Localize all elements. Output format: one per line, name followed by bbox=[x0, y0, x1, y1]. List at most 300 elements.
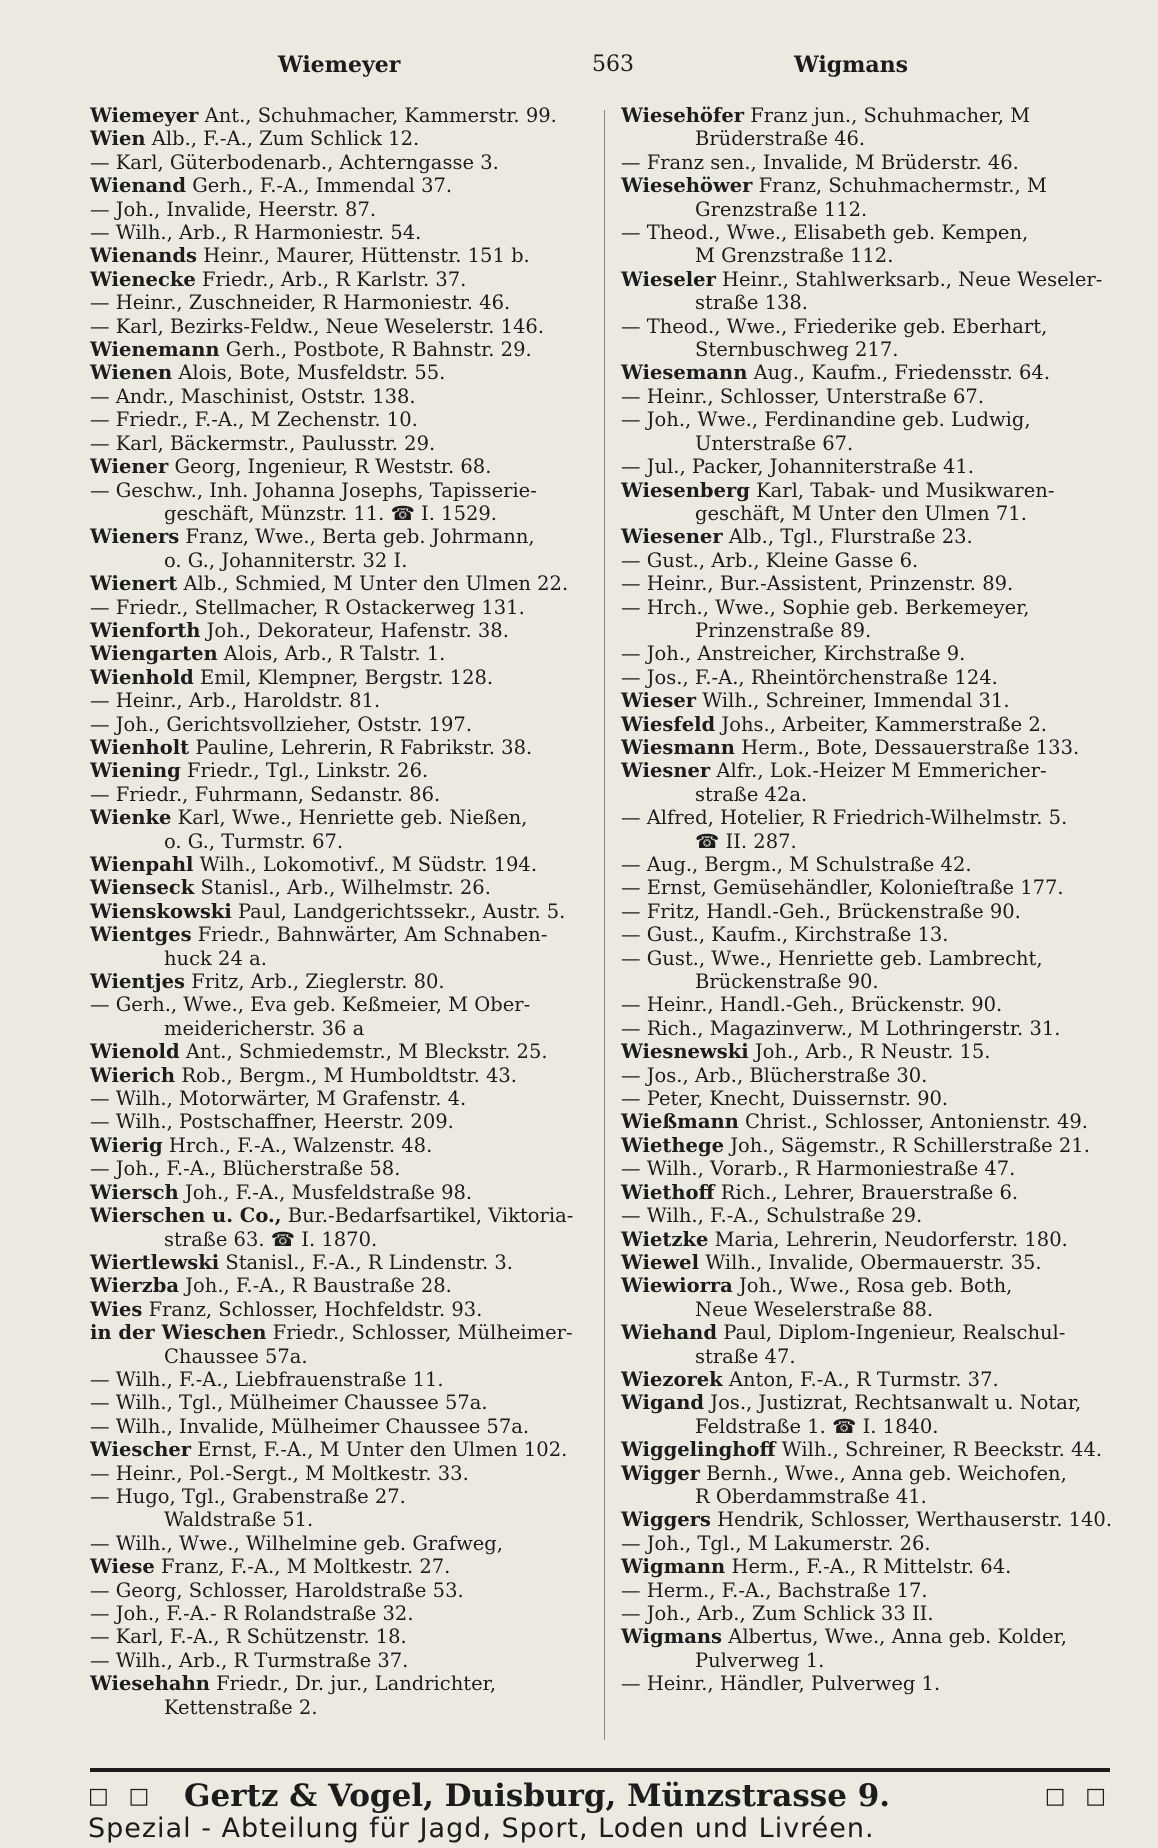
directory-entry bbox=[621, 900, 1133, 923]
entry-line bbox=[90, 385, 602, 408]
directory-entry bbox=[90, 1181, 602, 1204]
entry-line bbox=[621, 455, 1133, 478]
entry-text: meidericherstr. 36 a bbox=[164, 1016, 365, 1040]
directory-entry bbox=[621, 1579, 1133, 1602]
entry-text: Wilh., Lokomotivf., M Südstr. 194. bbox=[199, 853, 538, 876]
directory-entry bbox=[90, 876, 602, 899]
directory-entry bbox=[90, 455, 602, 478]
entry-text: — Wilh., Tgl., Mülheimer Chaussee 57a. bbox=[90, 1391, 488, 1415]
directory-entry bbox=[621, 455, 1133, 478]
directory-entry bbox=[90, 853, 602, 876]
entry-text: Joh., Wwe., Rosa geb. Both, bbox=[738, 1274, 1013, 1298]
entry-surname: Wienskowski bbox=[90, 899, 232, 923]
directory-entry bbox=[90, 666, 602, 689]
directory-entry bbox=[621, 806, 1133, 853]
entry-line bbox=[90, 1438, 602, 1461]
entry-line bbox=[90, 1602, 602, 1625]
entry-text: — Friedr., F.-A., M Zechenstr. 10. bbox=[90, 408, 418, 432]
directory-entry bbox=[621, 174, 1133, 221]
directory-entry bbox=[621, 642, 1133, 665]
entry-text: — Joh., F.-A., Blücherstraße 58. bbox=[90, 1157, 401, 1181]
entry-line bbox=[621, 1391, 1133, 1414]
entry-text: — Wilh., Motorwärter, M Grafenstr. 4. bbox=[90, 1087, 467, 1111]
entry-line bbox=[90, 1064, 602, 1087]
entry-text: — Joh., Arb., Zum Schlick 33 II. bbox=[621, 1602, 934, 1625]
entry-line bbox=[621, 1134, 1133, 1157]
entry-line bbox=[621, 104, 1133, 127]
entry-text: — Friedr., Stellmacher, R Ostackerweg 131. bbox=[90, 595, 525, 619]
directory-entry bbox=[90, 596, 602, 619]
directory-entry bbox=[621, 315, 1133, 362]
entry-line bbox=[621, 572, 1133, 595]
entry-text: Friedr., Bahnwärter, Am Schnaben- bbox=[197, 923, 548, 947]
entry-line bbox=[90, 993, 602, 1016]
entry-line bbox=[90, 619, 602, 642]
entry-text: Paul, Landgerichtssekr., Austr. 5. bbox=[237, 899, 566, 923]
directory-entry bbox=[90, 1625, 602, 1648]
entry-text: Joh., Sägemstr., R Schillerstraße 21. bbox=[730, 1133, 1090, 1157]
entry-text: — Wilh., Invalide, Mülheimer Chaussee 57a. bbox=[90, 1414, 530, 1438]
entry-text: Joh., F.-A., Musfeldstraße 98. bbox=[184, 1180, 473, 1204]
entry-text: Franz jun., Schuhmacher, M bbox=[750, 104, 1031, 127]
entry-line bbox=[621, 1602, 1133, 1625]
entry-line bbox=[90, 970, 602, 993]
directory-entry bbox=[621, 876, 1133, 899]
entry-text: geschäft, M Unter den Ulmen 71. bbox=[695, 501, 1027, 525]
entry-line bbox=[621, 1181, 1133, 1204]
directory-entry bbox=[621, 1274, 1133, 1321]
entry-line bbox=[90, 900, 602, 923]
entry-continuation bbox=[90, 549, 602, 572]
entry-surname: Wies bbox=[90, 1297, 143, 1321]
directory-entry bbox=[90, 361, 602, 384]
entry-continuation bbox=[621, 619, 1133, 642]
entry-line bbox=[90, 525, 602, 548]
entry-text: Alfr., Lok.-Heizer M Emmericher- bbox=[716, 759, 1047, 783]
directory-entry bbox=[621, 713, 1133, 736]
entry-text: Rob., Bergm., M Humboldtstr. 43. bbox=[181, 1063, 518, 1087]
directory-entry bbox=[621, 221, 1133, 268]
entry-line bbox=[90, 1321, 602, 1344]
entry-line bbox=[621, 385, 1133, 408]
entry-line bbox=[621, 596, 1133, 619]
entry-text: Wilh., Schreiner, Immendal 31. bbox=[702, 689, 1010, 713]
entry-text: Jos., Justizrat, Rechtsanwalt u. Notar, bbox=[710, 1391, 1082, 1415]
entry-line bbox=[621, 806, 1133, 829]
entry-text: — Hugo, Tgl., Grabenstraße 27. bbox=[90, 1484, 406, 1508]
entry-text: Bur.-Bedarfsartikel, Viktoria- bbox=[287, 1204, 574, 1228]
directory-entry bbox=[621, 1508, 1133, 1531]
entry-surname: Wierich bbox=[90, 1063, 176, 1087]
directory-entry bbox=[90, 1391, 602, 1414]
entry-line bbox=[90, 268, 602, 291]
entry-line bbox=[90, 689, 602, 712]
entry-text: o. G., Turmstr. 67. bbox=[164, 829, 344, 853]
entry-continuation bbox=[90, 1228, 602, 1251]
entry-line bbox=[621, 759, 1133, 782]
entry-line bbox=[621, 361, 1133, 384]
entry-continuation bbox=[90, 1696, 602, 1719]
directory-entry bbox=[90, 151, 602, 174]
entry-text: Herm., Bote, Dessauerstraße 133. bbox=[741, 735, 1080, 759]
entry-text: straße 63. ☎ I. 1870. bbox=[164, 1227, 378, 1251]
entry-text: — Jos., F.-A., Rheintörchenstraße 124. bbox=[621, 665, 998, 689]
entry-line bbox=[621, 1672, 1133, 1695]
directory-entry bbox=[90, 244, 602, 267]
entry-surname: Wigmans bbox=[621, 1625, 723, 1649]
entry-surname: in der Wieschen bbox=[90, 1321, 267, 1345]
directory-entry bbox=[621, 596, 1133, 643]
entry-text: — Theod., Wwe., Friederike geb. Eberhart, bbox=[621, 314, 1048, 338]
entry-continuation bbox=[621, 338, 1133, 361]
entry-text: — Peter, Knecht, Duissernstr. 90. bbox=[621, 1087, 949, 1111]
entry-text: Wilh., Schreiner, R Beeckstr. 44. bbox=[781, 1438, 1103, 1462]
entry-text: Grenzstraße 112. bbox=[695, 197, 868, 221]
entry-text: Franz, Wwe., Berta geb. Johrmann, bbox=[185, 525, 535, 549]
entry-continuation bbox=[621, 1345, 1133, 1368]
entry-surname: Wienands bbox=[90, 244, 197, 268]
directory-entry bbox=[90, 1649, 602, 1672]
entry-line bbox=[90, 853, 602, 876]
entry-text: Stanisl., F.-A., R Lindenstr. 3. bbox=[225, 1250, 514, 1274]
entry-text: Wilh., Invalide, Obermauerstr. 35. bbox=[705, 1250, 1042, 1274]
entry-line bbox=[621, 947, 1133, 970]
entry-text: Fritz, Arb., Zieglerstr. 80. bbox=[191, 970, 445, 994]
directory-entry bbox=[621, 1321, 1133, 1368]
entry-text: — Wilh., F.-A., Schulstraße 29. bbox=[621, 1204, 923, 1228]
directory-entry bbox=[621, 666, 1133, 689]
entry-surname: Wienpahl bbox=[90, 853, 194, 876]
entry-line bbox=[90, 1087, 602, 1110]
entry-surname: Wienforth bbox=[90, 618, 201, 642]
directory-entry bbox=[621, 1625, 1133, 1672]
entry-line bbox=[621, 900, 1133, 923]
entry-line bbox=[621, 876, 1133, 899]
entry-text: Sternbuschweg 217. bbox=[695, 338, 899, 362]
entry-surname: Wienand bbox=[90, 174, 186, 198]
entry-line bbox=[621, 736, 1133, 759]
entry-line bbox=[621, 923, 1133, 946]
entry-line bbox=[90, 1040, 602, 1063]
directory-entry bbox=[621, 1204, 1133, 1227]
entry-line bbox=[90, 361, 602, 384]
entry-text: Brüderstraße 46. bbox=[695, 127, 866, 151]
entry-line bbox=[621, 1251, 1133, 1274]
entry-line bbox=[90, 1368, 602, 1391]
entry-text: — Gust., Kaufm., Kirchstraße 13. bbox=[621, 923, 949, 947]
directory-entry bbox=[90, 1298, 602, 1321]
entry-text: Franz, F.-A., M Moltkestr. 27. bbox=[160, 1555, 451, 1579]
entry-text: Anton, F.-A., R Turmstr. 37. bbox=[728, 1367, 999, 1391]
directory-entry bbox=[90, 315, 602, 338]
directory-entry bbox=[90, 1579, 602, 1602]
entry-text: Karl, Tabak- und Musikwaren- bbox=[756, 478, 1055, 502]
entry-line bbox=[621, 1532, 1133, 1555]
entry-surname: Wienert bbox=[90, 572, 178, 596]
entry-text: Albertus, Wwe., Anna geb. Kolder, bbox=[728, 1625, 1067, 1649]
advert-subline: Spezial - Abteilung für Jagd, Sport, Loden und Livréen. bbox=[88, 1813, 875, 1844]
entry-text: Rich., Lehrer, Brauerstraße 6. bbox=[720, 1180, 1019, 1204]
entry-continuation bbox=[90, 1345, 602, 1368]
directory-entry bbox=[90, 291, 602, 314]
entry-text: R Oberdammstraße 41. bbox=[695, 1484, 927, 1508]
entry-line bbox=[621, 1040, 1133, 1063]
directory-entry bbox=[621, 853, 1133, 876]
entry-continuation bbox=[621, 244, 1133, 267]
entry-line bbox=[90, 221, 602, 244]
entry-text: — Georg, Schlosser, Haroldstraße 53. bbox=[90, 1578, 464, 1602]
directory-entry bbox=[621, 1064, 1133, 1087]
entry-surname: Wiertlewski bbox=[90, 1250, 220, 1274]
entry-line bbox=[90, 1462, 602, 1485]
entry-surname: Wientges bbox=[90, 923, 192, 947]
entry-line bbox=[90, 572, 602, 595]
entry-line bbox=[90, 127, 602, 150]
entry-line bbox=[90, 1134, 602, 1157]
entry-continuation bbox=[90, 1017, 602, 1040]
entry-surname: Wigand bbox=[621, 1391, 705, 1415]
entry-surname: Wien bbox=[90, 127, 146, 151]
directory-entry bbox=[90, 174, 602, 197]
entry-line bbox=[90, 1649, 602, 1672]
directory-entry bbox=[90, 268, 602, 291]
entry-text: Pauline, Lehrerin, R Fabrikstr. 38. bbox=[195, 735, 533, 759]
entry-text: — Fritz, Handl.-Geh., Brückenstraße 90. bbox=[621, 899, 1021, 923]
advert-boxes-left: □ □ bbox=[88, 1783, 156, 1809]
directory-entry bbox=[621, 947, 1133, 994]
advert-rule bbox=[90, 1768, 1110, 1772]
entry-continuation bbox=[621, 1649, 1133, 1672]
entry-text: Maria, Lehrerin, Neudorferstr. 180. bbox=[714, 1227, 1068, 1251]
entry-text: Alb., F.-A., Zum Schlick 12. bbox=[151, 127, 420, 151]
directory-entry bbox=[90, 1064, 602, 1087]
entry-surname: Wienen bbox=[90, 361, 173, 385]
directory-entry bbox=[621, 1251, 1133, 1274]
entry-text: Joh., F.-A., R Baustraße 28. bbox=[185, 1274, 452, 1298]
advert-boxes-right: □ □ bbox=[1044, 1783, 1112, 1809]
entry-line bbox=[90, 1157, 602, 1180]
entry-text: Pulverweg 1. bbox=[695, 1648, 825, 1672]
entry-surname: Wiening bbox=[90, 759, 181, 783]
entry-surname: Wieseler bbox=[621, 267, 716, 291]
entry-text: geschäft, Münzstr. 11. ☎ I. 1529. bbox=[164, 501, 497, 525]
entry-text: — Wilh., Arb., R Harmoniestr. 54. bbox=[90, 221, 422, 245]
entry-line bbox=[90, 1532, 602, 1555]
directory-entry bbox=[621, 1040, 1133, 1063]
entry-line bbox=[90, 1555, 602, 1578]
entry-line bbox=[90, 1251, 602, 1274]
directory-entry bbox=[90, 1462, 602, 1485]
entry-continuation bbox=[621, 830, 1133, 853]
entry-text: ☎ II. 287. bbox=[695, 829, 797, 853]
entry-continuation bbox=[621, 1415, 1133, 1438]
directory-entry bbox=[90, 1274, 602, 1297]
entry-line bbox=[90, 1672, 602, 1695]
entry-text: Bernh., Wwe., Anna geb. Weichofen, bbox=[706, 1461, 1067, 1485]
entry-line bbox=[90, 1485, 602, 1508]
directory-entry bbox=[621, 572, 1133, 595]
entry-surname: Wietzke bbox=[621, 1227, 709, 1251]
entry-surname: Wießmann bbox=[621, 1110, 739, 1134]
entry-text: — Heinr., Händler, Pulverweg 1. bbox=[621, 1672, 941, 1696]
entry-continuation bbox=[621, 1298, 1133, 1321]
directory-entry bbox=[90, 759, 602, 782]
entry-text: — Wilh., Arb., R Turmstraße 37. bbox=[90, 1648, 409, 1672]
entry-line bbox=[90, 338, 602, 361]
entry-text: — Gust., Wwe., Henriette geb. Lambrecht, bbox=[621, 946, 1043, 970]
directory-entry bbox=[621, 1438, 1133, 1461]
entry-line bbox=[621, 713, 1133, 736]
directory-entry bbox=[90, 432, 602, 455]
entry-line bbox=[621, 174, 1133, 197]
entry-continuation bbox=[90, 1508, 602, 1531]
entry-surname: Wiewiorra bbox=[621, 1274, 733, 1298]
entry-surname: Wienecke bbox=[90, 267, 196, 291]
directory-entry bbox=[90, 221, 602, 244]
entry-line bbox=[90, 1579, 602, 1602]
entry-line bbox=[90, 151, 602, 174]
entry-surname: Wiesner bbox=[621, 759, 711, 783]
entry-text: Unterstraße 67. bbox=[695, 431, 854, 455]
entry-line bbox=[621, 1321, 1133, 1344]
directory-entry bbox=[90, 1321, 602, 1368]
entry-line bbox=[621, 151, 1133, 174]
directory-entry bbox=[621, 736, 1133, 759]
entry-text: huck 24 a. bbox=[164, 946, 267, 970]
entry-text: — Karl, Bäckermstr., Paulusstr. 29. bbox=[90, 431, 436, 455]
entry-surname: Wiethoff bbox=[621, 1180, 715, 1204]
entry-continuation bbox=[621, 291, 1133, 314]
entry-line bbox=[90, 291, 602, 314]
entry-surname: Wiescher bbox=[90, 1438, 192, 1462]
entry-line bbox=[90, 244, 602, 267]
entry-line bbox=[621, 1087, 1133, 1110]
entry-line bbox=[90, 736, 602, 759]
directory-entry bbox=[90, 1368, 602, 1391]
entry-line bbox=[621, 689, 1133, 712]
entry-text: M Grenzstraße 112. bbox=[695, 244, 894, 268]
entry-text: Herm., F.-A., R Mittelstr. 64. bbox=[731, 1555, 1012, 1579]
entry-text: Heinr., Stahlwerksarb., Neue Weseler- bbox=[722, 267, 1103, 291]
entry-line bbox=[621, 479, 1133, 502]
directory-entry bbox=[621, 361, 1133, 384]
entry-line bbox=[90, 713, 602, 736]
entry-line bbox=[90, 783, 602, 806]
entry-line bbox=[90, 1204, 602, 1227]
entry-line bbox=[621, 1625, 1133, 1648]
directory-entry bbox=[90, 1555, 602, 1578]
entry-line bbox=[90, 1298, 602, 1321]
directory-entry bbox=[621, 1228, 1133, 1251]
entry-line bbox=[621, 1204, 1133, 1227]
directory-entry bbox=[90, 127, 602, 150]
entry-text: Ant., Schuhmacher, Kammerstr. 99. bbox=[204, 104, 557, 127]
column-divider bbox=[604, 110, 605, 1740]
running-head-right: Wigmans bbox=[794, 52, 908, 78]
entry-text: — Joh., Wwe., Ferdinandine geb. Ludwig, bbox=[621, 408, 1031, 432]
entry-line bbox=[90, 104, 602, 127]
directory-entry bbox=[90, 806, 602, 853]
entry-surname: Wieners bbox=[90, 525, 180, 549]
entry-text: Johs., Arbeiter, Kammerstraße 2. bbox=[721, 712, 1047, 736]
directory-entry bbox=[90, 970, 602, 993]
entry-text: — Joh., Tgl., M Lakumerstr. 26. bbox=[621, 1531, 931, 1555]
entry-surname: Wiesehahn bbox=[90, 1672, 210, 1696]
directory-entry bbox=[621, 1602, 1133, 1625]
entry-text: Ant., Schmiedemstr., M Bleckstr. 25. bbox=[185, 1040, 548, 1064]
entry-text: — Andr., Maschinist, Oststr. 138. bbox=[90, 384, 416, 408]
left-column bbox=[90, 104, 602, 1719]
entry-text: Christ., Schlosser, Antonienstr. 49. bbox=[745, 1110, 1088, 1134]
entry-surname: Wiesfeld bbox=[621, 712, 716, 736]
entry-surname: Wiesenberg bbox=[621, 478, 750, 502]
entry-surname: Wiggelinghoff bbox=[621, 1438, 776, 1462]
entry-line bbox=[621, 315, 1133, 338]
entry-text: — Joh., Invalide, Heerstr. 87. bbox=[90, 197, 377, 221]
directory-entry bbox=[621, 1391, 1133, 1438]
directory-entry bbox=[621, 1555, 1133, 1578]
entry-surname: Wierschen u. Co., bbox=[90, 1204, 282, 1228]
directory-entry bbox=[90, 923, 602, 970]
directory-entry bbox=[90, 1251, 602, 1274]
entry-surname: Wigger bbox=[621, 1461, 700, 1485]
directory-entry bbox=[90, 783, 602, 806]
directory-entry bbox=[90, 1110, 602, 1133]
entry-surname: Wiengarten bbox=[90, 642, 218, 666]
directory-entry bbox=[621, 993, 1133, 1016]
directory-entry bbox=[621, 1462, 1133, 1509]
entry-continuation bbox=[90, 947, 602, 970]
entry-line bbox=[621, 1274, 1133, 1297]
entry-text: — Joh., Gerichtsvollzieher, Oststr. 197. bbox=[90, 712, 473, 736]
entry-line bbox=[621, 549, 1133, 572]
directory-entry bbox=[90, 900, 602, 923]
entry-text: — Heinr., Arb., Haroldstr. 81. bbox=[90, 689, 381, 713]
entry-line bbox=[90, 923, 602, 946]
entry-text: — Rich., Magazinverw., M Lothringerstr. 31. bbox=[621, 1016, 1061, 1040]
entry-text: — Hrch., Wwe., Sophie geb. Berkemeyer, bbox=[621, 595, 1030, 619]
entry-text: — Wilh., F.-A., Liebfrauenstraße 11. bbox=[90, 1367, 444, 1391]
entry-surname: Wienemann bbox=[90, 338, 220, 362]
entry-text: — Joh., F.-A.- R Rolandstraße 32. bbox=[90, 1602, 414, 1625]
entry-text: — Herm., F.-A., Bachstraße 17. bbox=[621, 1578, 928, 1602]
directory-entry bbox=[90, 1415, 602, 1438]
directory-entry bbox=[90, 198, 602, 221]
entry-line bbox=[90, 1274, 602, 1297]
entry-surname: Wienke bbox=[90, 806, 172, 830]
directory-entry bbox=[621, 525, 1133, 548]
directory-entry bbox=[90, 1532, 602, 1555]
entry-text: Neue Weselerstraße 88. bbox=[695, 1297, 934, 1321]
entry-surname: Wienseck bbox=[90, 876, 195, 900]
directory-entry bbox=[621, 151, 1133, 174]
directory-entry bbox=[90, 1087, 602, 1110]
directory-entry bbox=[90, 1204, 602, 1251]
entry-line bbox=[621, 1064, 1133, 1087]
entry-line bbox=[90, 315, 602, 338]
entry-surname: Wiggers bbox=[621, 1508, 711, 1532]
entry-text: — Friedr., Fuhrmann, Sedanstr. 86. bbox=[90, 782, 441, 806]
entry-surname: Wigmann bbox=[621, 1555, 726, 1579]
directory-entry bbox=[90, 1438, 602, 1461]
entry-text: Brückenstraße 90. bbox=[695, 970, 879, 994]
entry-text: — Gerh., Wwe., Eva geb. Keßmeier, M Ober- bbox=[90, 993, 531, 1017]
entry-line bbox=[621, 268, 1133, 291]
directory-entry bbox=[90, 689, 602, 712]
entry-surname: Wiemeyer bbox=[90, 104, 199, 127]
entry-text: — Joh., Anstreicher, Kirchstraße 9. bbox=[621, 642, 966, 666]
directory-entry bbox=[621, 1017, 1133, 1040]
